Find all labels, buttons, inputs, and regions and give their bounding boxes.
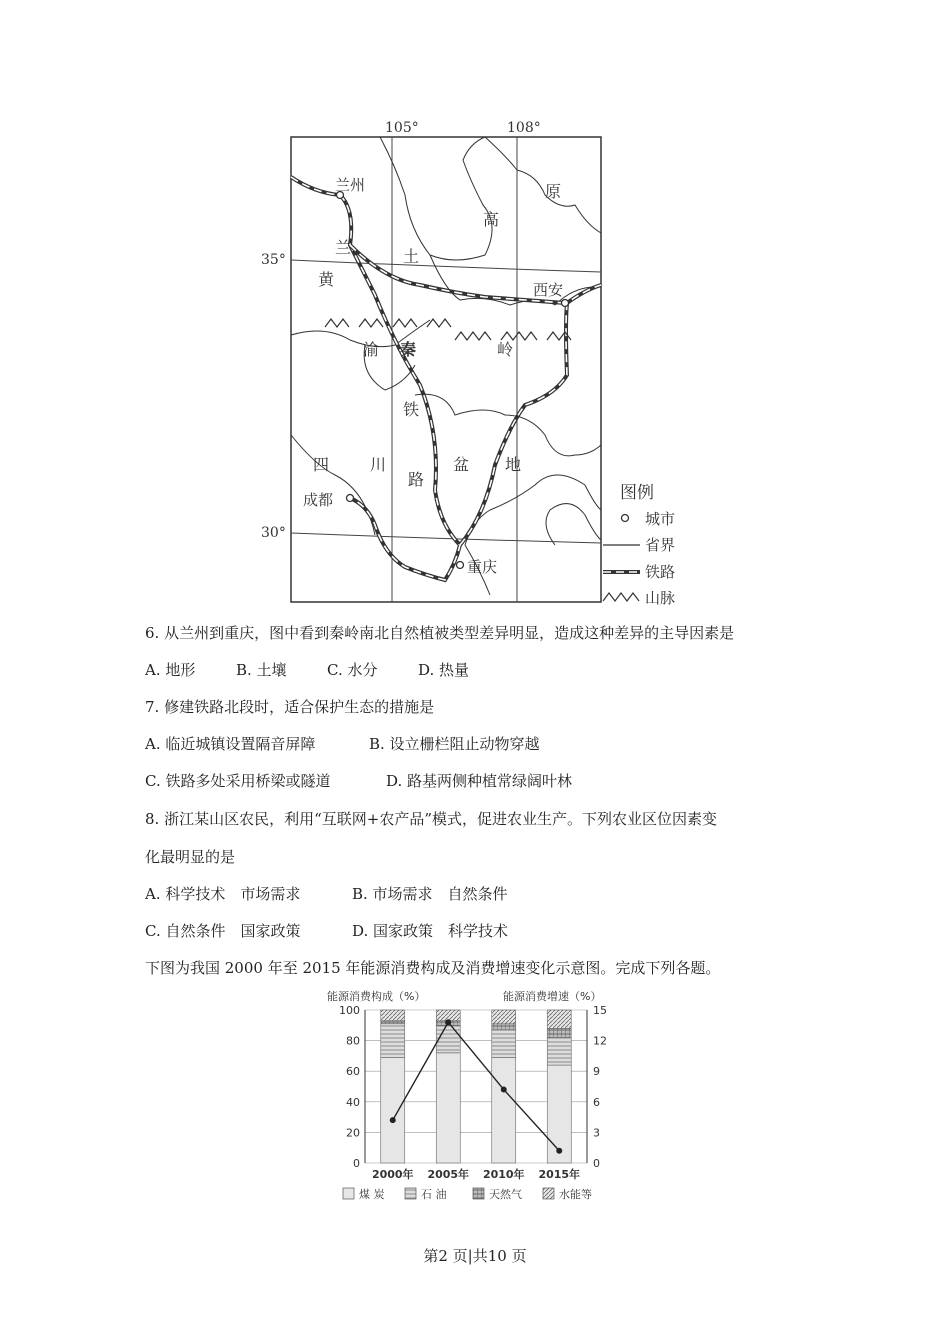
legend-label: 石 油 [421, 1188, 447, 1201]
legend-mountain-icon [603, 593, 639, 601]
lat-label-35: 35° [261, 252, 286, 268]
right-tick-label: 0 [593, 1157, 600, 1170]
q6-option-c[interactable]: C. 水分 [327, 661, 378, 679]
page-footer: 第2 页|共10 页 [423, 1247, 527, 1265]
chart-intro: 下图为我国 2000 年至 2015 年能源消费构成及消费增速变化示意图。完成下列各题。 [145, 959, 721, 977]
bar-segment-3 [547, 1028, 571, 1037]
bar-segment-2 [436, 1025, 460, 1053]
bar-segment-4 [547, 1010, 571, 1028]
bar-segment-1 [436, 1053, 460, 1163]
q6-option-d[interactable]: D. 热量 [418, 661, 470, 679]
label-di: 地 [505, 455, 522, 474]
bar-segment-2 [547, 1038, 571, 1066]
growth-point [556, 1148, 562, 1154]
q8-option-a[interactable]: A. 科学技术 市场需求 [145, 885, 301, 903]
growth-point [445, 1019, 451, 1025]
bar-segment-2 [381, 1024, 405, 1058]
label-huang: 黄 [318, 270, 335, 289]
bar-segment-2 [492, 1030, 516, 1058]
left-tick-label: 20 [346, 1126, 360, 1140]
lat-label-30: 30° [261, 525, 286, 541]
label-tu: 土 [403, 247, 420, 266]
left-axis-label: 能源消费构成（%） [327, 990, 426, 1003]
city-chengdu-marker [347, 495, 354, 502]
q8-option-c[interactable]: C. 自然条件 国家政策 [145, 922, 301, 940]
growth-point [390, 1117, 396, 1123]
label-chuan: 川 [370, 455, 387, 474]
legend-label: 水能等 [559, 1188, 592, 1201]
q6-option-a[interactable]: A. 地形 [145, 661, 196, 679]
q6-option-b[interactable]: B. 土壤 [236, 661, 287, 679]
category-label: 2005年 [427, 1168, 470, 1181]
lon-label-105: 105° [385, 120, 419, 136]
legend-city: 城市 [645, 510, 676, 528]
bar-segment-1 [492, 1057, 516, 1163]
legend-label: 天然气 [489, 1188, 522, 1201]
legend-swatch [543, 1188, 554, 1199]
q8-option-b[interactable]: B. 市场需求 自然条件 [352, 885, 508, 903]
q7-option-c[interactable]: C. 铁路多处采用桥梁或隧道 [145, 772, 331, 790]
label-qin: 秦 [400, 340, 417, 359]
right-axis-label: 能源消费增速（%） [503, 990, 602, 1003]
qinling-mountains [325, 319, 571, 340]
question-7-stem: 7. 修建铁路北段时，适合保护生态的措施是 [145, 698, 435, 716]
label-pen: 盆 [453, 455, 470, 474]
lon-label-108: 108° [507, 120, 541, 136]
right-tick-label: 15 [593, 1004, 607, 1017]
left-tick-label: 100 [339, 1004, 360, 1017]
legend-city-icon [622, 515, 629, 522]
legend-swatch [343, 1188, 354, 1199]
question-6-stem: 6. 从兰州到重庆，图中看到秦岭南北自然植被类型差异明显，造成这种差异的主导因素是 [145, 624, 735, 642]
label-xian: 西安 [533, 281, 564, 299]
label-chongqing: 重庆 [467, 558, 498, 576]
q7-option-b[interactable]: B. 设立栅栏阻止动物穿越 [369, 735, 540, 753]
right-tick-label: 6 [593, 1095, 600, 1109]
category-label: 2015年 [538, 1168, 581, 1181]
question-8-stem-line2: 化最明显的是 [145, 848, 236, 866]
bar-segment-3 [492, 1024, 516, 1030]
bar-segment-4 [381, 1010, 405, 1021]
q7-option-a[interactable]: A. 临近城镇设置隔音屏障 [145, 735, 316, 753]
label-gao: 高 [483, 210, 500, 229]
parallel-30 [291, 533, 601, 543]
parallel-35 [291, 260, 601, 272]
label-lu: 路 [408, 470, 425, 489]
label-yu: 渝 [363, 340, 380, 359]
map-figure [255, 115, 715, 610]
right-tick-label: 12 [593, 1034, 607, 1048]
label-si: 四 [313, 455, 330, 474]
label-yuan: 原 [545, 182, 562, 201]
label-chengdu: 成都 [303, 491, 334, 509]
bar-segment-1 [381, 1057, 405, 1163]
city-xian-marker [562, 300, 569, 307]
map-legend [603, 483, 675, 607]
left-tick-label: 40 [346, 1095, 360, 1109]
legend-mountain: 山脉 [645, 589, 676, 607]
label-ling: 岭 [497, 340, 514, 359]
growth-line [393, 1022, 560, 1151]
label-lanzhou: 兰州 [335, 176, 366, 194]
bar-segment-4 [492, 1010, 516, 1024]
legend-rail: 铁路 [645, 563, 676, 581]
right-tick-label: 9 [593, 1065, 600, 1079]
right-tick-label: 3 [593, 1126, 600, 1140]
label-tie: 铁 [403, 400, 420, 419]
legend-swatch [473, 1188, 484, 1199]
q8-option-d[interactable]: D. 国家政策 科学技术 [352, 922, 509, 940]
legend-swatch [405, 1188, 416, 1199]
left-tick-label: 80 [346, 1034, 360, 1048]
bar-segment-3 [381, 1021, 405, 1024]
category-label: 2000年 [371, 1168, 414, 1181]
left-tick-label: 60 [346, 1065, 360, 1079]
legend-label: 煤 炭 [359, 1188, 385, 1201]
map-frame [291, 137, 601, 602]
category-label: 2010年 [482, 1168, 525, 1181]
legend-title: 图例 [620, 483, 654, 503]
city-chongqing-marker [457, 562, 464, 569]
q7-option-d[interactable]: D. 路基两侧种植常绿阔叶林 [386, 772, 573, 790]
question-8-stem-line1: 8. 浙江某山区农民，利用“互联网+农产品”模式，促进农业生产。下列农业区位因素变 [145, 810, 717, 828]
left-tick-label: 0 [353, 1157, 360, 1170]
legend-border: 省界 [645, 536, 676, 554]
label-lan: 兰 [335, 238, 352, 257]
growth-point [501, 1087, 507, 1093]
energy-chart [325, 988, 625, 1213]
bar-segment-4 [436, 1010, 460, 1021]
